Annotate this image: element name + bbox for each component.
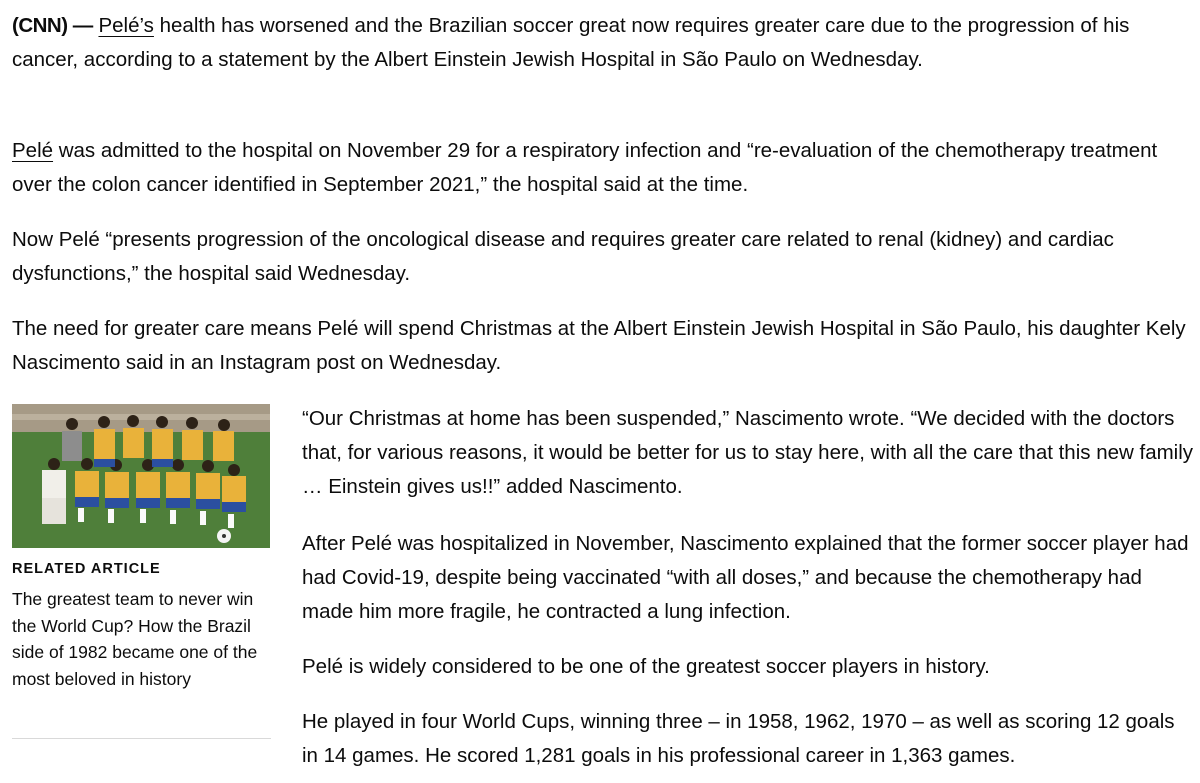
paragraph-2 — [12, 134, 1192, 202]
divider — [12, 738, 271, 739]
pele-link[interactable]: Pelé’s — [98, 14, 154, 37]
related-title-link[interactable]: The greatest team to never win the World Cup? How the Brazil side of 1982 became one of the most beloved in history — [12, 589, 258, 689]
dateline: (CNN) — — [12, 14, 93, 37]
paragraph-1 — [12, 9, 1192, 77]
related-kicker: RELATED ARTICLE — [12, 561, 161, 577]
paragraph-4: The need for greater care means Pelé will spend Christmas at the Albert Einstein Jewish Hospital in São Paulo, his daughter Kely Nascimento said in an Instagram post on Wednesday. — [12, 317, 1186, 374]
related-article[interactable] — [12, 404, 271, 692]
paragraph-2-text: was admitted to the hospital on November 29 for a respiratory infection and “re-evaluation of the chemotherapy treatment over the colon cancer identified in September 2021,” the hospital said at the time. — [12, 139, 1158, 196]
team-photo[interactable] — [12, 404, 270, 548]
pele-link-2[interactable]: Pelé — [12, 139, 54, 162]
paragraph-1-text: health has worsened and the Brazilian soccer great now requires greater care due to the progression of his cancer, according to a statement by the Albert Einstein Jewish Hospital in São Paulo on Wednesday. — [12, 14, 1130, 71]
paragraph-6: After Pelé was hospitalized in November, Nascimento explained that the former soccer player had had Covid-19, despite being vaccinated “with all doses,” and because the chemotherapy had made him more fragile, he contracted a lung infection. — [302, 532, 1189, 623]
paragraph-7: Pelé is widely considered to be one of the greatest soccer players in history. — [302, 655, 990, 678]
paragraph-5: “Our Christmas at home has been suspended,” Nascimento wrote. “We decided with the doctors that, for various reasons, it would be better for us to stay here, with all the care that this new family … Einstein gives us!!” added Nascimento. — [302, 407, 1194, 498]
paragraph-3: Now Pelé “presents progression of the oncological disease and requires greater care related to renal (kidney) and cardiac dysfunctions,” the hospital said Wednesday. — [12, 228, 1114, 285]
paragraph-8: He played in four World Cups, winning three – in 1958, 1962, 1970 – as well as scoring 12 goals in 14 games. He scored 1,281 goals in his professional career in 1,363 games. — [302, 710, 1175, 767]
